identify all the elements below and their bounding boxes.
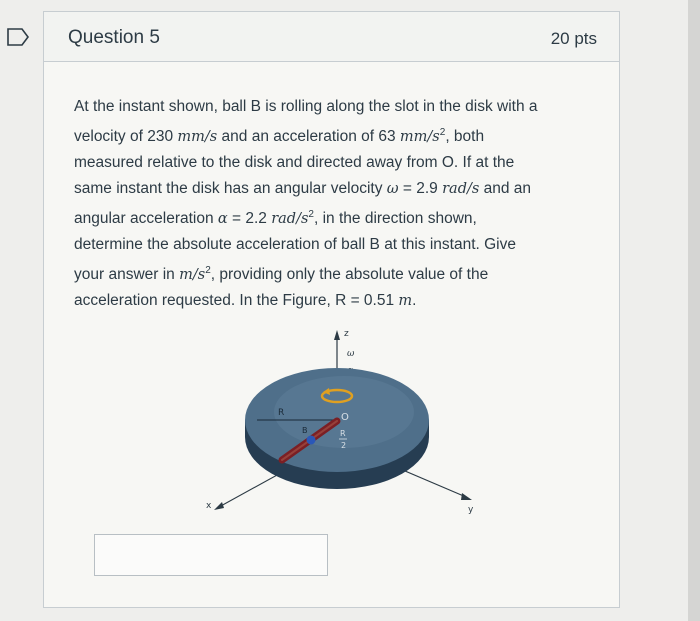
text-line: At the instant shown, ball B is rolling along the slot in the disk with a xyxy=(74,98,538,115)
question-card xyxy=(43,11,620,608)
question-line-4 xyxy=(74,176,594,202)
text-segment: . xyxy=(412,292,417,310)
text-segment: your answer in xyxy=(74,266,180,284)
text-segment: and an acceleration of 63 xyxy=(217,128,400,146)
half-radius-num: R xyxy=(340,429,346,438)
question-line-1 xyxy=(74,94,594,120)
question-title: Question 5 xyxy=(68,27,160,48)
question-line-2 xyxy=(74,120,594,150)
question-line-5 xyxy=(74,202,594,232)
answer-input[interactable] xyxy=(94,534,328,576)
text-segment: , in the direction shown, xyxy=(313,210,477,228)
window-edge xyxy=(688,0,700,621)
y-axis-arrow xyxy=(461,493,472,500)
unit-mm-per-s: mm/s xyxy=(177,129,218,146)
disk-figure xyxy=(194,322,479,537)
radius-label: R xyxy=(278,408,285,418)
text-line: measured relative to the disk and directed away from O. If at the xyxy=(74,154,515,172)
question-header xyxy=(44,12,619,62)
text-line: determine the absolute acceleration of ball B at this instant. Give xyxy=(74,236,516,254)
text-segment: acceleration requested. In the Figure, R = 0.51 xyxy=(74,292,399,310)
text-segment: and an xyxy=(479,180,532,198)
question-line-8 xyxy=(74,288,594,314)
unit-rad-per-s2: rad/s xyxy=(271,211,309,228)
y-label: y xyxy=(468,505,474,515)
unit-m-per-s2: m/s xyxy=(179,267,206,284)
unit-rad-per-s: rad/s xyxy=(442,181,480,198)
alpha-symbol: α xyxy=(217,211,228,228)
superscript: 2 xyxy=(205,265,211,277)
origin-label: O xyxy=(341,412,349,423)
x-axis-arrow xyxy=(214,502,224,510)
z-label: z xyxy=(344,329,349,339)
z-axis-arrow xyxy=(334,330,340,340)
text-segment: same instant the disk has an angular velocity xyxy=(74,180,387,198)
question-line-3 xyxy=(74,150,594,176)
text-segment: = 2.2 xyxy=(227,210,272,228)
superscript: 2 xyxy=(439,127,446,138)
question-line-6 xyxy=(74,232,594,258)
text-segment: , both xyxy=(445,128,485,146)
omega-symbol: ω xyxy=(386,181,399,198)
omega-label: ω xyxy=(347,349,355,359)
superscript: 2 xyxy=(308,209,314,221)
ball-label: B xyxy=(302,426,308,435)
question-text xyxy=(74,94,594,314)
bookmark-flag-icon[interactable] xyxy=(6,27,30,47)
unit-mm-per-s2: mm/s xyxy=(399,129,440,146)
x-label: x xyxy=(206,501,212,511)
question-points: 20 pts xyxy=(550,29,597,48)
unit-m: m xyxy=(398,293,413,310)
text-segment: = 2.9 xyxy=(398,180,443,198)
text-segment: , providing only the absolute value of the xyxy=(210,266,489,284)
half-radius-den: 2 xyxy=(341,441,347,450)
question-line-7 xyxy=(74,258,594,288)
ball-b xyxy=(307,436,316,445)
text-segment: velocity of 230 xyxy=(74,128,178,146)
text-segment: angular acceleration xyxy=(74,210,218,228)
